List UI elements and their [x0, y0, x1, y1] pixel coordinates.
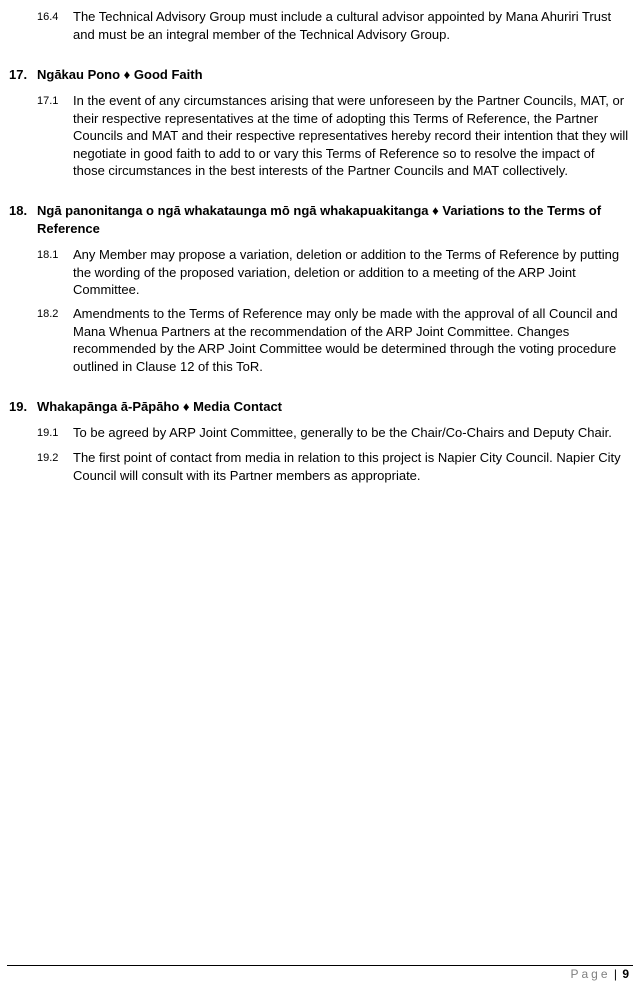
- clause-text: The Technical Advisory Group must include a cultural advisor appointed by Mana Ahuriri Trust and must be an integral member of the Technical Advisory Group.: [73, 9, 612, 42]
- clause-19-1: [37, 424, 629, 442]
- clause-18-1: [37, 246, 629, 299]
- clause-text: To be agreed by ARP Joint Committee, generally to be the Chair/Co-Chairs and Deputy Chair.: [73, 425, 612, 440]
- section-title: Whakapānga ā-Pāpāho ♦ Media Contact: [37, 399, 283, 414]
- section-heading-19: [9, 398, 609, 416]
- section-number: 17.: [9, 67, 28, 82]
- clause-text: Amendments to the Terms of Reference may only be made with the approval of all Council and Mana Whenua Partners at the recommendation of the ARP Joint Committee. Changes recommended by the ARP Joint Committee would be determined through the voting procedure outlined in Clause 12 of this ToR.: [73, 306, 618, 374]
- clause-text: Any Member may propose a variation, deletion or addition to the Terms of Reference by putting the wording of the proposed variation, deletion or addition to a meeting of the ARP Joint Committee.: [73, 247, 620, 297]
- section-number: 18.: [9, 203, 28, 218]
- clause-text: In the event of any circumstances arising that were unforeseen by the Partner Councils, MAT, or their respective representatives at the time of adopting this Terms of Reference, the Partner Councils and MAT and their respective representatives hereby record their intention that they will negotiate in good faith to add to or vary this Terms of Reference so to resolve the impact of those circumstances in the best interests of the Partner Councils and MAT collectively.: [73, 93, 629, 178]
- clause-text: The first point of contact from media in relation to this project is Napier City Council. Napier City Council will consult with its Partner members as appropriate.: [73, 450, 621, 483]
- clause-number: 19.2: [37, 452, 59, 464]
- clause-19-2: [37, 449, 629, 484]
- clause-16-4: [37, 8, 629, 43]
- footer-divider: [7, 965, 633, 966]
- page-footer: [570, 966, 629, 982]
- clause-number: 16.4: [37, 11, 59, 23]
- footer-separator: |: [613, 967, 617, 981]
- section-heading-18: [9, 202, 609, 238]
- section-heading-17: [9, 66, 609, 84]
- footer-page-number: 9: [622, 967, 629, 981]
- clause-number: 17.1: [37, 95, 59, 107]
- clause-number: 18.2: [37, 308, 59, 320]
- section-title: Ngākau Pono ♦ Good Faith: [37, 67, 203, 82]
- section-number: 19.: [9, 399, 28, 414]
- clause-number: 19.1: [37, 427, 59, 439]
- footer-page-word: Page: [570, 967, 611, 981]
- clause-17-1: [37, 92, 629, 180]
- clause-number: 18.1: [37, 249, 59, 261]
- section-title: Ngā panonitanga o ngā whakataunga mō ngā whakapuakitanga ♦ Variations to the Terms of Reference: [37, 203, 602, 236]
- clause-18-2: [37, 305, 629, 375]
